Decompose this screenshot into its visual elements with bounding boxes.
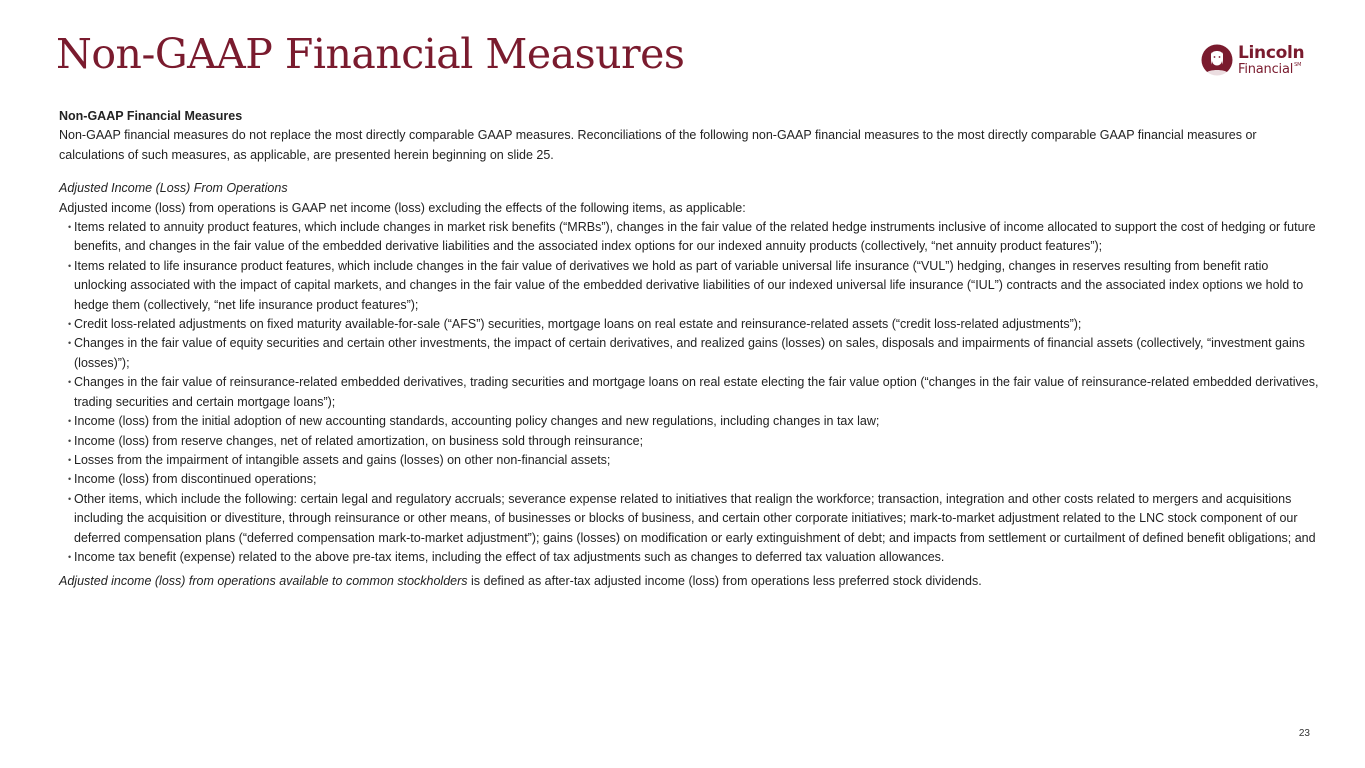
list-item: • Income (loss) from the initial adoption of new accounting standards, accounting policy changes and new regulations, including changes in tax law; [59, 412, 1324, 431]
adjustment-items-list [59, 218, 1324, 567]
subheading: Adjusted Income (Loss) From Operations [59, 181, 288, 196]
list-item: • Income (loss) from reserve changes, net of related amortization, on business sold through reinsurance; [59, 432, 1324, 451]
logo-wordmark-financial [1238, 63, 1304, 76]
body-content [59, 107, 1324, 592]
closing-definition: is defined as after-tax adjusted income (loss) from operations less preferred stock dividends. [467, 574, 982, 589]
logo-trademark: SM [1294, 61, 1302, 68]
lincoln-portrait-icon [1201, 42, 1233, 78]
spacer [59, 165, 1324, 179]
closing-paragraph [59, 572, 1324, 591]
list-item: • Income tax benefit (expense) related to the above pre-tax items, including the effect of tax adjustments such as changes to deferred tax valuation allowances. [59, 548, 1324, 567]
list-item: • Losses from the impairment of intangible assets and gains (losses) on other non-financial assets; [59, 451, 1324, 470]
intro-paragraph: Non-GAAP financial measures do not replace the most directly comparable GAAP measures. Reconciliations of the following non-GAAP financial measures to the most directly comparable GAAP financial measures or calculations of such measures, as applicable, are presented herein beginning on slide 25. [59, 128, 1257, 162]
section-heading: Non-GAAP Financial Measures [59, 109, 243, 123]
definition-lead: Adjusted income (loss) from operations is GAAP net income (loss) excluding the effects of the following items, as applicable: [59, 200, 746, 215]
list-item: • Credit loss-related adjustments on fixed maturity available-for-sale (“AFS”) securities, mortgage loans on real estate and reinsurance-related assets (“credit loss-related adjustments”); [59, 315, 1324, 334]
list-item: • Other items, which include the following: certain legal and regulatory accruals; severance expense related to initiatives that realign the workforce; transaction, integration and other costs related to mergers and acquisitions including the acquisition or divestiture, through reinsurance or other means, of businesses or blocks of business, and certain other corporate initiatives; mark-to-market adjustment related to the LNC stock component of our deferred compensation plans (“deferred compensation mark-to-market adjustment”); gains (losses) on modification or early extinguishment of debt; and impacts from settlement or curtailment of defined benefit obligations; and [59, 490, 1324, 548]
list-item: • Items related to life insurance product features, which include changes in the fair value of derivatives we hold as part of variable universal life insurance (“VUL”) hedging, changes in reserves resulting from benefit ratio unlocking associated with the impact of capital markets, and changes in the fair value of the embedded derivative liabilities of our indexed universal life insurance (“IUL”) contracts and the associated index options we hold to hedge them (collectively, “net life insurance product features”); [59, 257, 1324, 315]
logo-wordmark-lincoln: Lincoln [1238, 42, 1305, 63]
page-number: 23 [1298, 728, 1310, 739]
company-logo [1201, 40, 1313, 80]
closing-term: Adjusted income (loss) from operations available to common stockholders [59, 574, 468, 589]
page-title: Non-GAAP Financial Measures [56, 30, 685, 78]
list-item: • Changes in the fair value of equity securities and certain other investments, the impact of certain derivatives, and realized gains (losses) on sales, disposals and impairments of financial assets (collectively, “investment gains (losses)”); [59, 334, 1324, 373]
logo-financial-text: Financial [1238, 61, 1294, 77]
list-item: • Items related to annuity product features, which include changes in market risk benefits (“MRBs”), changes in the fair value of the related hedge instruments inclusive of income allocated to support the cost of hedging or future benefits, and changes in the fair value of the embedded derivative liabilities and the associated index options for our indexed annuity products (collectively, “net annuity product features”); [59, 218, 1324, 257]
list-item: • Income (loss) from discontinued operations; [59, 470, 1324, 489]
list-item: • Changes in the fair value of reinsurance-related embedded derivatives, trading securities and mortgage loans on real estate electing the fair value option (“changes in the fair value of reinsurance-related embedded derivatives, trading securities and certain mortgage loans”); [59, 373, 1324, 412]
